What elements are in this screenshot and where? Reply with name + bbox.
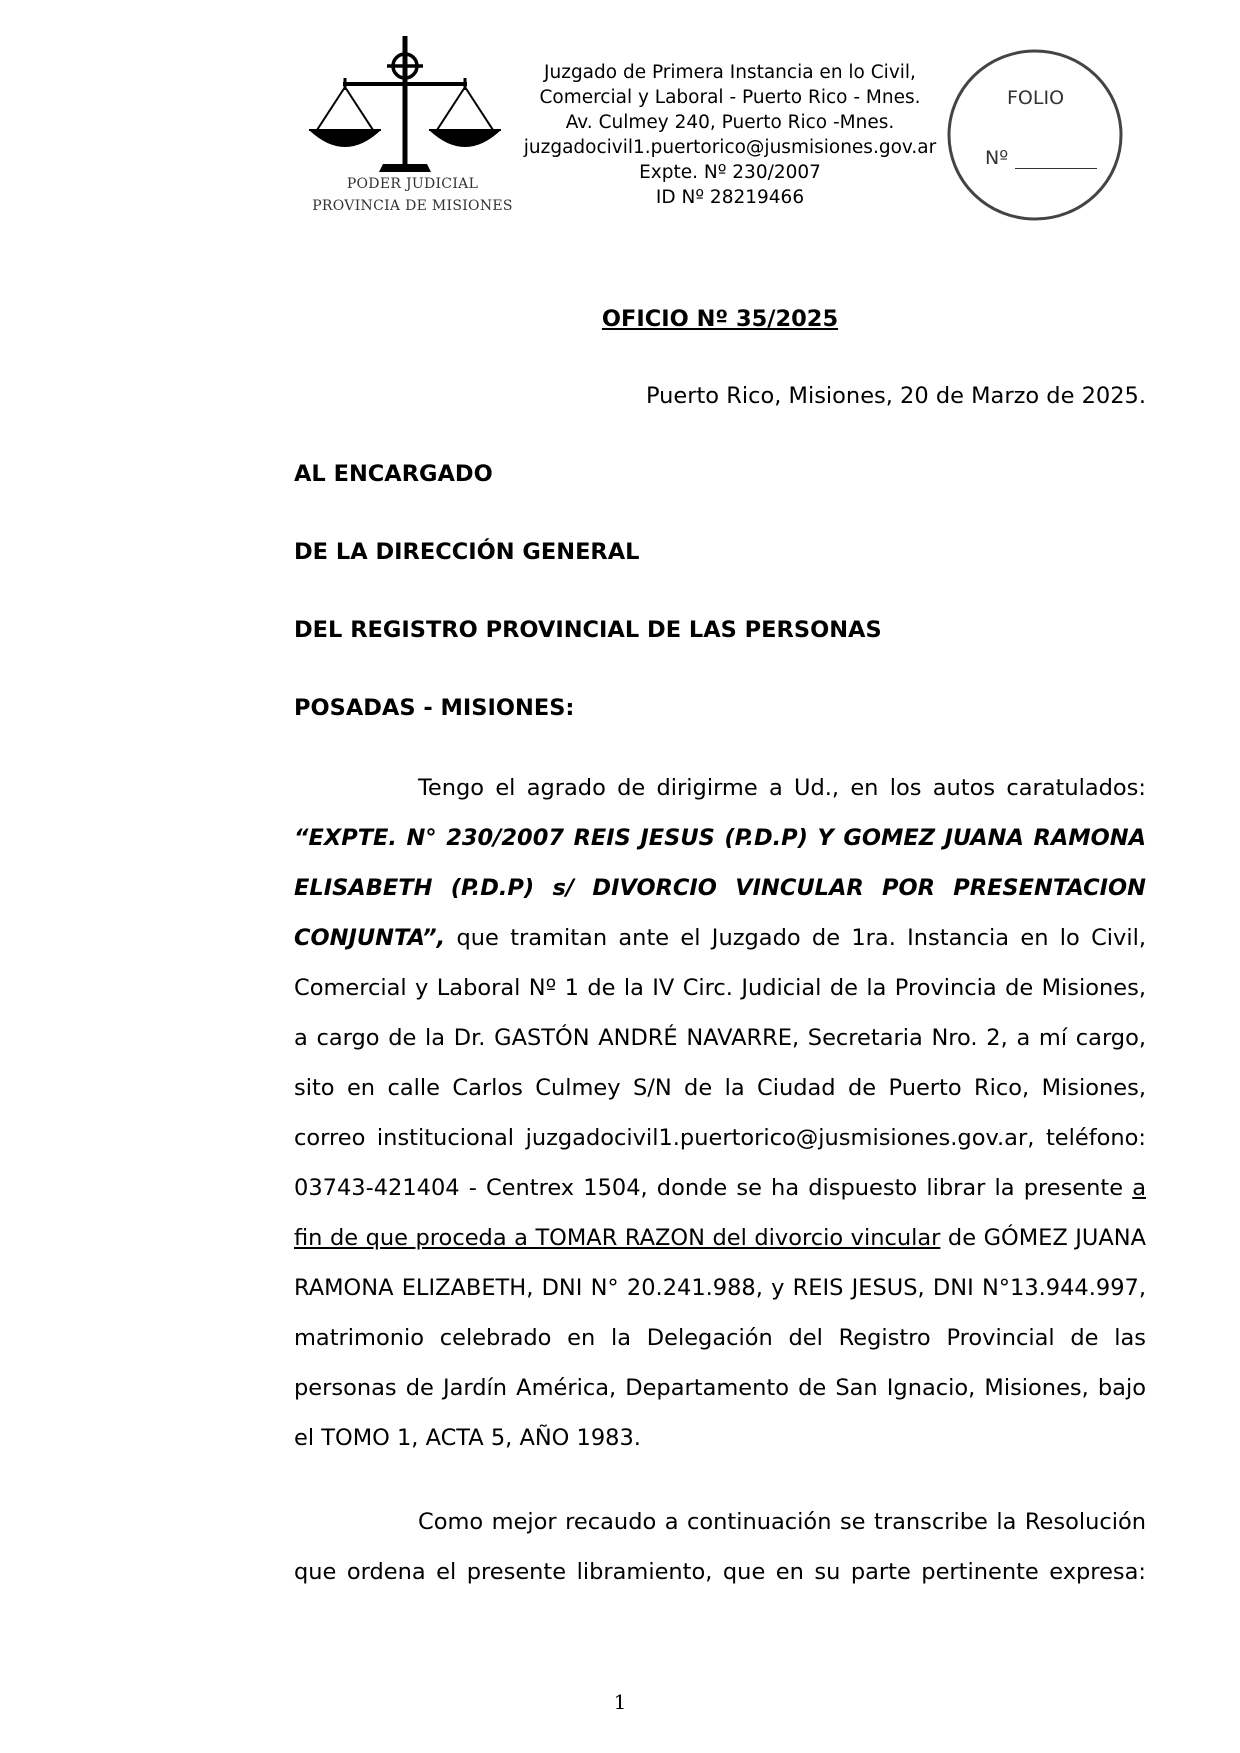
underlined-text: fin de que proceda a TOMAR RAZON del divorcio vincular — [294, 1225, 941, 1251]
page-number: 1 — [613, 1690, 627, 1714]
paragraph-line: sito en calle Carlos Culmey S/N de la Ciudad de Puerto Rico, Misiones, — [294, 1075, 1146, 1101]
paragraph-line: matrimonio celebrado en la Delegación del Registro Provincial de las — [294, 1325, 1146, 1351]
case-title-text: ELISABETH (P.D.P) s/ DIVORCIO VINCULAR POR PRESENTACION — [294, 875, 1146, 901]
folio-number-line — [1015, 168, 1097, 169]
folio-label: FOLIO — [1007, 87, 1065, 109]
court-line: Comercial y Laboral - Puerto Rico - Mnes. — [539, 87, 921, 108]
document-title: OFICIO Nº 35/2025 — [601, 306, 839, 332]
paragraph-text: que tramitan ante el Juzgado de 1ra. Instancia en lo Civil, — [445, 925, 1146, 951]
paragraph-line: personas de Jardín América, Departamento de San Ignacio, Misiones, bajo — [294, 1375, 1146, 1401]
addressee-line: AL ENCARGADO — [294, 461, 493, 487]
paragraph-line: Comercial y Laboral Nº 1 de la IV Circ. Judicial de la Provincia de Misiones, — [294, 975, 1146, 1001]
logo-text-line2: PROVINCIA DE MISIONES — [312, 198, 513, 214]
court-line: Juzgado de Primera Instancia en lo Civil, — [544, 62, 916, 83]
case-title-line — [294, 813, 1146, 863]
paragraph-line: Tengo el agrado de dirigirme a Ud., en los autos caratulados: — [418, 775, 1146, 801]
body-paragraph-2 — [294, 1497, 1146, 1597]
underlined-text: a — [1132, 1175, 1146, 1201]
judicial-logo — [305, 32, 520, 222]
document-id: ID Nº 28219466 — [655, 187, 805, 208]
folio-number-label: Nº — [985, 147, 1009, 169]
court-email: juzgadocivil1.puertorico@jusmisiones.gov.ar — [523, 137, 937, 158]
place-date: Puerto Rico, Misiones, 20 de Marzo de 2025. — [645, 383, 1146, 409]
paragraph-line: que ordena el presente libramiento, que en su parte pertinente expresa: — [294, 1559, 1146, 1585]
paragraph-text: 03743-421404 - Centrex 1504, donde se ha dispuesto librar la presente — [294, 1175, 1133, 1201]
paragraph-line: Como mejor recaudo a continuación se transcribe la Resolución — [418, 1509, 1146, 1535]
paragraph-line: el TOMO 1, ACTA 5, AÑO 1983. — [294, 1425, 641, 1451]
court-header — [500, 60, 960, 210]
paragraph-line — [294, 1213, 1146, 1263]
case-title-text: CONJUNTA”, — [294, 925, 446, 951]
paragraph-text: de GÓMEZ JUANA — [940, 1225, 1146, 1251]
folio-circle-icon — [945, 45, 1130, 225]
paragraph-line — [294, 1163, 1146, 1213]
case-title-line — [294, 863, 1146, 913]
paragraph-line: RAMONA ELIZABETH, DNI N° 20.241.988, y REIS JESUS, DNI N°13.944.997, — [294, 1275, 1146, 1301]
scales-of-justice-icon — [305, 32, 520, 182]
paragraph-line — [294, 913, 1146, 963]
addressee-line: DE LA DIRECCIÓN GENERAL — [294, 539, 640, 565]
logo-text-line1: PODER JUDICIAL — [346, 176, 479, 192]
paragraph-line: a cargo de la Dr. GASTÓN ANDRÉ NAVARRE, Secretaria Nro. 2, a mí cargo, — [294, 1025, 1146, 1051]
paragraph-line: correo institucional juzgadocivil1.puertorico@jusmisiones.gov.ar, teléfono: — [294, 1125, 1146, 1151]
folio-stamp — [945, 45, 1130, 225]
addressee-line: POSADAS - MISIONES: — [294, 695, 575, 721]
addressee-line: DEL REGISTRO PROVINCIAL DE LAS PERSONAS — [294, 617, 882, 643]
court-line: Av. Culmey 240, Puerto Rico -Mnes. — [565, 112, 895, 133]
case-title-text: “EXPTE. N° 230/2007 REIS JESUS (P.D.P) Y GOMEZ JUANA RAMONA — [294, 825, 1146, 851]
body-paragraph-1 — [294, 763, 1146, 1463]
expediente-number: Expte. Nº 230/2007 — [639, 162, 821, 183]
